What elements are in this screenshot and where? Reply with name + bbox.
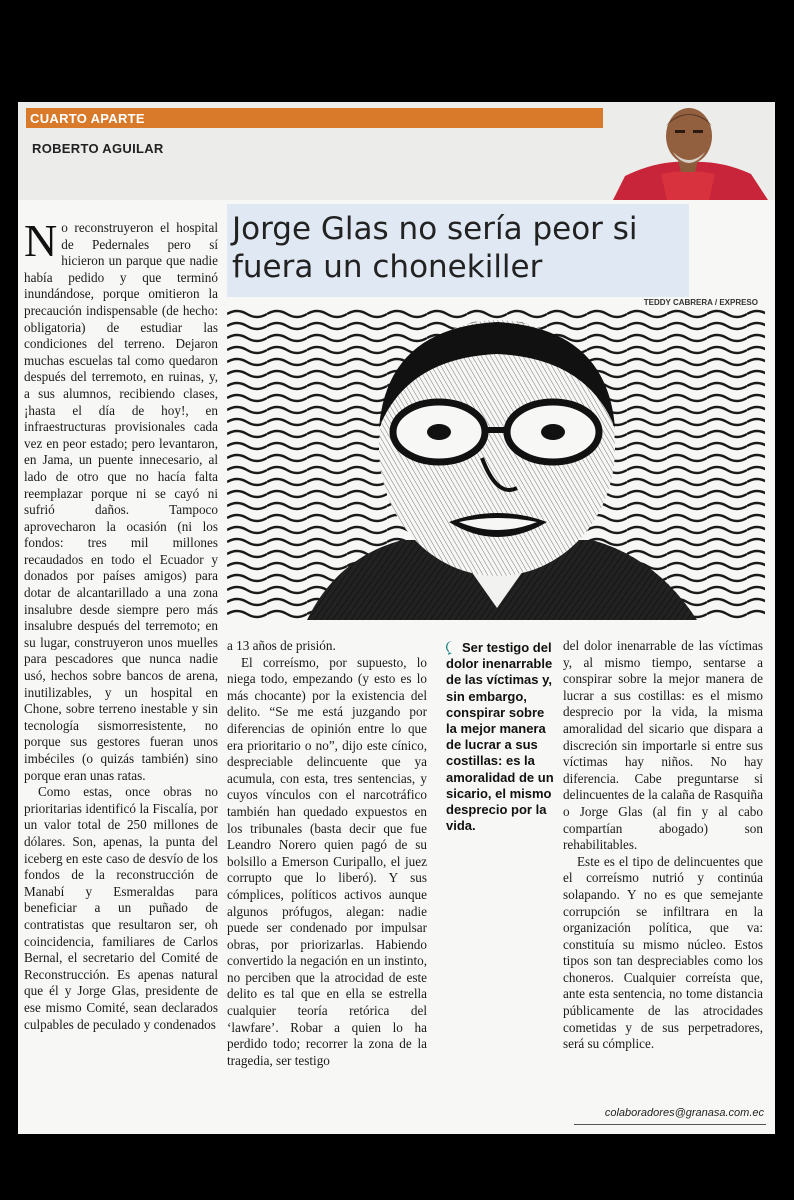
author-photo — [603, 102, 773, 200]
paragraph: a 13 años de prisión. — [227, 638, 336, 653]
column-banner — [18, 102, 775, 200]
column-1 — [24, 215, 218, 1033]
drop-cap: N — [24, 215, 58, 266]
paragraph: Este es el tipo de delincuentes que el correísmo nutrió y continúa solapando. Y no es que semejante corrupción se infiltrara en la organización política, que va: constituía su mismo núcleo. Estos tipos son tan despreciables como los choneros. Cualquier correísta que, ante esta sentencia, no tome distancia públicamente de las atrocidades cometidas y de sus perpetradores, será su cómplice. — [563, 853, 763, 1052]
portrait-illustration — [227, 308, 765, 620]
column-2 — [227, 638, 427, 1069]
section-label: CUARTO APARTE — [30, 111, 145, 126]
paragraph: Como estas, once obras no prioritarias identificó la Fiscalía, por un valor total de 250 millones de dólares. Son, apenas, la punta del iceberg en este caso de desvío de los fondos de la reconstrucción de Manabí y Esmeraldas para beneficiar a un puñado de contratistas que resultaron ser, oh coincidencia, familiares de Carlos Bernal, el secretario del Comité de Reconstrucción. Es apenas natural que él y Jorge Glas, presidente de ese mismo Comité, sean declarados culpables de peculado y condenados — [24, 784, 218, 1032]
pull-quote: Ser testigo del dolor inenarrable de las víctimas y, sin embargo, conspirar sobre la mejor manera de lucrar a sus costillas: es la amoralidad de un sicario, el mismo desprecio por la vida. — [446, 640, 554, 834]
headline: Jorge Glas no sería peor si fuera un chonekiller — [232, 211, 638, 285]
divider — [574, 1124, 766, 1125]
paragraph: El correísmo, por supuesto, lo niega todo, empezando (y esto es lo más chocante) por la existencia del delito. “Se me está juzgando por diferencias de opinión entre lo que era prioritario o no”, dijo este cínico, despreciable delincuente que ya acumula, con esta, tres sentencias, y cuyos vínculos con el narcotráfico también han quedado expuestos en los tribunales (basta decir que fue Leandro Norero quien pagó de su bolsillo a Emerson Curipallo, el juez corrupto que lo liberó). Y sus cómplices, políticos activos aunque algunos prófugos, alegan: nadie puede ser condenado por impulsar obras, por priorizarlas. Habiendo convertido la negación en un instinto, no perciben que la atrocidad de este delito es tal que en ella se estrella cualquier teoría retórica del ‘lawfare’. Robar a quien lo ha perdido todo; recorrer la zona de la tragedia, ser testigo — [227, 654, 427, 1068]
newspaper-page — [18, 102, 775, 1134]
paragraph-text: o reconstruyeron el hospital de Pedernales pero sí hicieron un parque que nadie había pedido y que terminó inundándose, porque omitieron la precaución indispensable (de hecho: obligatoria) de estudiar las condiciones del terreno. Dejaron muchas escuelas tal como quedaron después del terremoto, en ruinas, y, a sus alumnos, recibiendo clases, ¡hasta el día de hoy!, en infraestructuras provisionales cada vez en peor estado; pero levantaron, en Jama, un puente innecesario, al lado de otro que no hacía falta reemplazar porque ni se cayó ni sufrió daños. Tampoco aprovecharon la ocasión (ni los fondos: tres mil millones recaudados en todo el Ecuador y donados por países amigos) para dotar de alcantarillado a una zona insalubre desde siempre pero más insalubre después del terremoto; en su lugar, construyeron unos muelles para pescadores que nunca nadie usó, hechos sobre bancos de arena, inutilizables, y un hospital en Chone, sobre terreno inestable y sin tecnología sismorresistente, no porque sus gestores fueran unos imbéciles (o quizás también) sino porque eran unas ratas. — [24, 220, 218, 783]
contact-email: colaboradores@granasa.com.ec — [604, 1107, 764, 1119]
paragraph: del dolor inenarrable de las víctimas y, al mismo tiempo, sentarse a conspirar sobre la mejor manera de lucrar a sus costillas: es el mismo desprecio por la vida, la misma amoralidad del sicario que dispara a discreción sin importarle si entre sus víctimas hay niños. No hay diferencia. Cabe preguntarse si delincuentes de la calaña de Rasquiña o Jorge Glas (al fin y al cabo compartían abogado) son rehabilitables. — [563, 638, 763, 853]
column-4 — [563, 638, 763, 1053]
paragraph — [24, 215, 218, 784]
photo-credit: TEDDY CABRERA / EXPRESO — [643, 298, 758, 307]
author-name: ROBERTO AGUILAR — [32, 141, 164, 156]
